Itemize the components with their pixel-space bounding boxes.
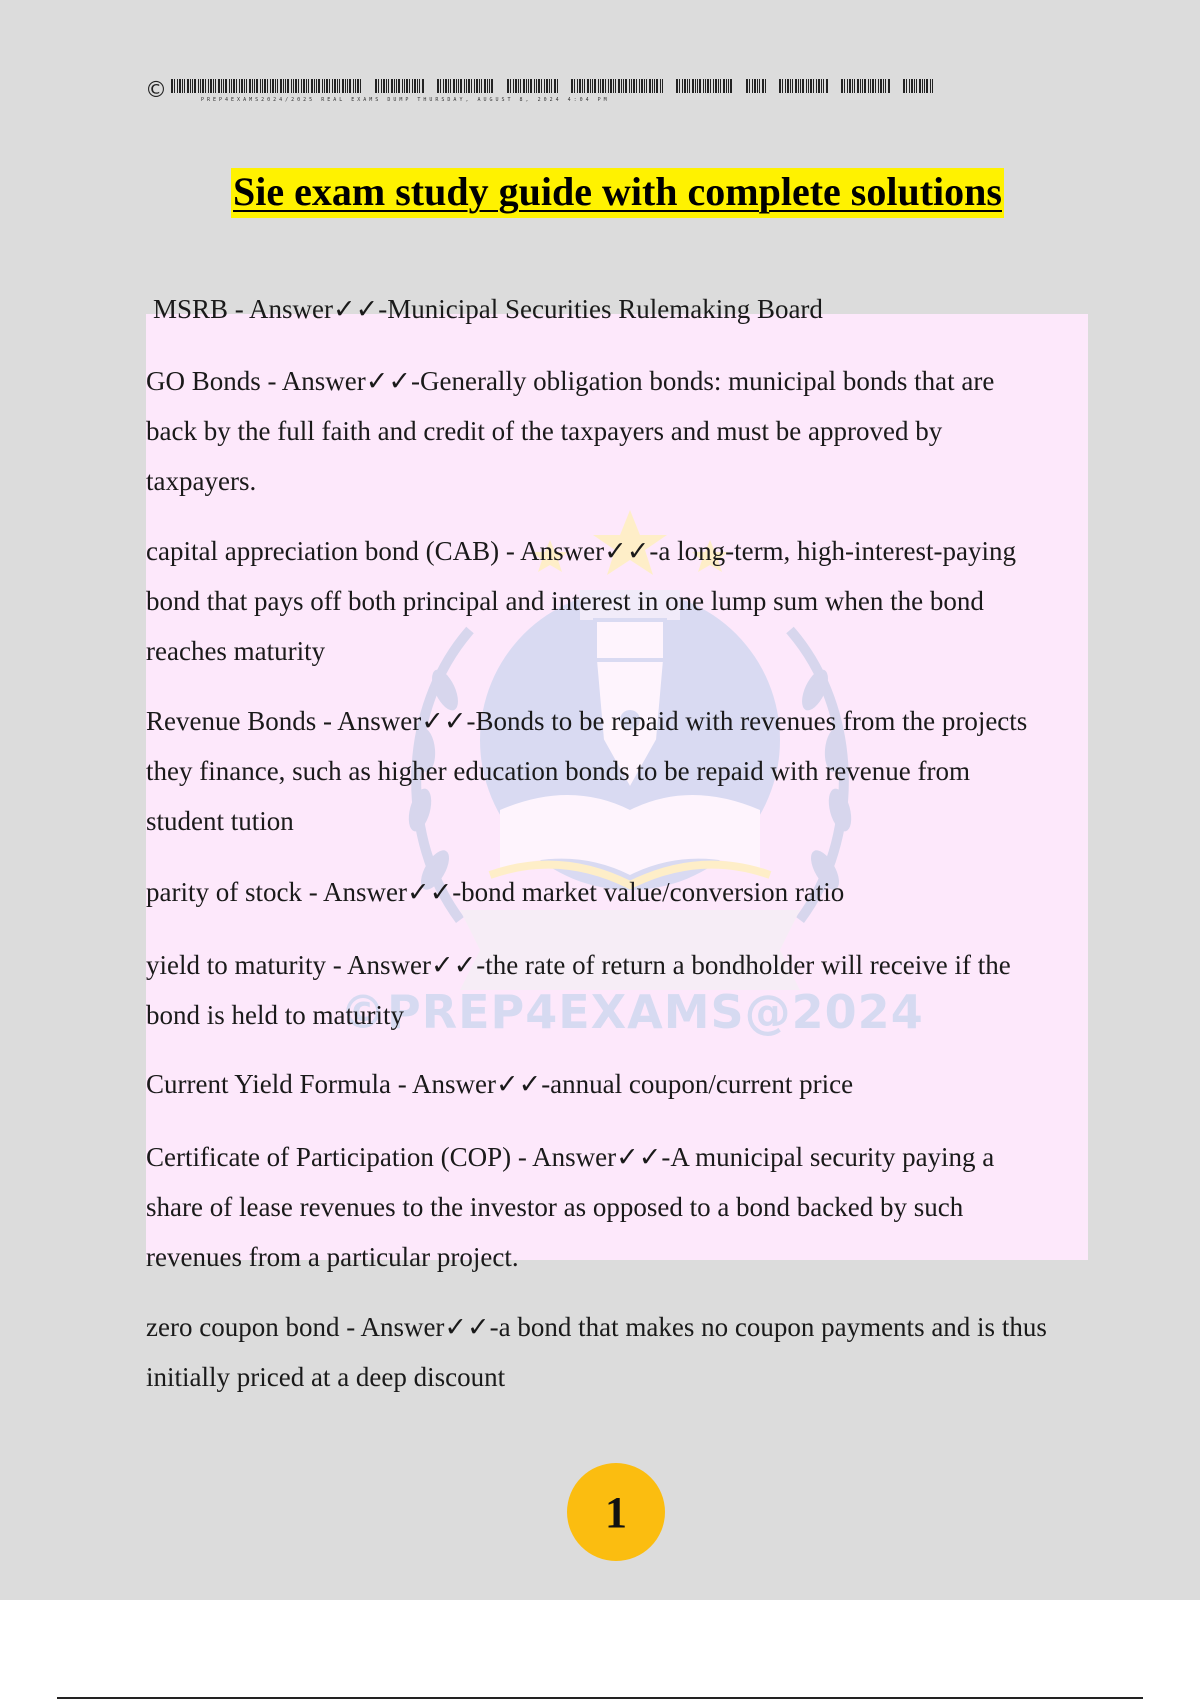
qa-entry-current-yield (146, 1059, 1096, 1109)
barcode-bar (396, 79, 397, 93)
barcode-bar (705, 79, 706, 93)
qa-line: reaches maturity (146, 636, 326, 666)
barcode-bar (689, 79, 690, 93)
barcode-bar (582, 79, 583, 93)
barcode-bar (378, 79, 379, 93)
barcode-bar (277, 79, 278, 93)
barcode-bar (718, 79, 719, 93)
qa-line: Revenue Bonds - Answer✓✓-Bonds to be repaid with revenues from the projects (146, 706, 1028, 736)
qa-line: Current Yield Formula - Answer✓✓-annual coupon/current price (146, 1069, 854, 1099)
barcode-bar (221, 79, 222, 93)
barcode-bar (443, 79, 444, 93)
barcode-bar (849, 79, 851, 93)
barcode-bar (518, 79, 519, 93)
barcode-bar (826, 79, 828, 93)
barcode-bar (584, 79, 585, 93)
barcode-bar (308, 79, 309, 93)
barcode-bar (806, 79, 807, 93)
barcode-bar (192, 79, 193, 93)
barcode-bar (246, 79, 247, 93)
barcode-bar (728, 79, 729, 93)
barcode-bar (200, 79, 201, 93)
qa-line: initially priced at a deep discount (146, 1362, 506, 1392)
barcode-bar (541, 79, 542, 93)
barcode-bar (720, 79, 721, 93)
barcode-bar (520, 79, 521, 93)
barcode-bar (225, 79, 227, 93)
barcode-bar (703, 79, 704, 93)
barcode-bar (205, 79, 206, 93)
barcode-bar (903, 79, 905, 93)
barcode-bar (909, 79, 910, 93)
barcode-bar (818, 79, 820, 93)
page-title: Sie exam study guide with complete solutions (231, 168, 1004, 218)
barcode-bar (605, 79, 606, 93)
barcode-bar (349, 79, 351, 93)
barcode-bar (194, 79, 196, 93)
barcode-bar (177, 79, 178, 93)
qa-line: capital appreciation bond (CAB) - Answer✓✓-a long-term, high-interest-paying (146, 536, 1016, 566)
barcode-bar (285, 79, 286, 93)
barcode-bar (329, 79, 330, 93)
barcode-bar (592, 79, 593, 93)
barcode-bar (795, 79, 797, 93)
barcode-bar (554, 79, 556, 93)
barcode-bar (303, 79, 305, 93)
barcode-bar (906, 79, 907, 93)
barcode-bar (464, 79, 465, 93)
barcode-bar (916, 79, 917, 93)
barcode-bar (641, 79, 643, 93)
barcode-bar (391, 79, 393, 93)
barcode-bar (398, 79, 400, 93)
qa-line: MSRB - Answer✓✓-Municipal Securities Rulemaking Board (153, 294, 823, 324)
barcode-bar (236, 79, 237, 93)
barcode-bar (888, 79, 890, 93)
barcode-bar (287, 79, 289, 93)
barcode-bar (870, 79, 871, 93)
barcode-bar (184, 79, 185, 93)
barcode-bar (314, 79, 315, 93)
barcode-bar (549, 79, 550, 93)
barcode-bar (306, 79, 307, 93)
barcode-bar (375, 79, 377, 93)
barcode-bar (544, 79, 545, 93)
barcode-bar (254, 79, 255, 93)
qa-line: parity of stock - Answer✓✓-bond market value/conversion ratio (146, 877, 845, 907)
barcode-bar (337, 79, 338, 93)
barcode-bar (487, 79, 488, 93)
qa-entry-msrb (153, 284, 1103, 334)
qa-entry-go-bonds (146, 356, 1096, 506)
barcode-bar (749, 79, 750, 93)
barcode-bar (239, 79, 240, 93)
page-divider (57, 1697, 1143, 1699)
barcode-bar (256, 79, 258, 93)
barcode-bar (244, 79, 245, 93)
barcode-bar (618, 79, 620, 93)
barcode-bar (594, 79, 596, 93)
barcode-bar (779, 79, 781, 93)
barcode-bar (386, 79, 387, 93)
barcode-bar (293, 79, 294, 93)
barcode-bar (571, 79, 573, 93)
barcode-bar (847, 79, 848, 93)
barcode-bar (332, 79, 333, 93)
barcode-bar (262, 79, 263, 93)
barcode-bar (339, 79, 340, 93)
barcode-bar (682, 79, 683, 93)
barcode-bar (471, 79, 472, 93)
barcode-bar (639, 79, 640, 93)
barcode-bar (684, 79, 686, 93)
barcode-bar (347, 79, 348, 93)
qa-entry-zero-coupon (146, 1302, 1096, 1402)
barcode-bar (445, 79, 447, 93)
qa-entry-cop (146, 1132, 1096, 1282)
barcode-bar (334, 79, 336, 93)
barcode-bar (577, 79, 578, 93)
qa-line: yield to maturity - Answer✓✓-the rate of return a bondholder will receive if the (146, 950, 1011, 980)
barcode-bar (481, 79, 482, 93)
barcode-bar (919, 79, 921, 93)
barcode-bar (231, 79, 232, 93)
barcode-bar (551, 79, 552, 93)
barcode-bar (507, 79, 509, 93)
qa-line: bond is held to maturity (146, 1000, 404, 1030)
barcode-bar (883, 79, 884, 93)
barcode-bar (602, 79, 604, 93)
barcode-bar (353, 79, 354, 93)
barcode-bar (930, 79, 931, 93)
qa-line: revenues from a particular project. (146, 1242, 519, 1272)
barcode-bar (357, 79, 359, 93)
barcode-bar (546, 79, 548, 93)
barcode-bar (406, 79, 408, 93)
barcode-strip (171, 79, 971, 103)
barcode-bar (613, 79, 614, 93)
barcode-bar (726, 79, 727, 93)
barcode-bar (249, 79, 251, 93)
barcode-bar (210, 79, 212, 93)
barcode-bar (608, 79, 609, 93)
barcode-bar (179, 79, 181, 93)
barcode-bar (868, 79, 869, 93)
qa-entry-parity-of-stock (146, 867, 1096, 917)
barcode-bar (679, 79, 680, 93)
barcode-bar (326, 79, 328, 93)
barcode-bar (412, 79, 413, 93)
barcode-bar (489, 79, 490, 93)
barcode-bar (414, 79, 416, 93)
barcode-bar (924, 79, 925, 93)
barcode-bar (270, 79, 271, 93)
qa-entry-yield-to-maturity (146, 940, 1096, 1040)
qa-line: GO Bonds - Answer✓✓-Generally obligation bonds: municipal bonds that are (146, 366, 995, 396)
barcode-bar (526, 79, 527, 93)
barcode-bar (215, 79, 216, 93)
barcode-bar (404, 79, 405, 93)
barcode-graphic (171, 79, 971, 97)
barcode-bar (182, 79, 183, 93)
barcode-bar (610, 79, 612, 93)
barcode-bar (914, 79, 915, 93)
barcode-bar (697, 79, 698, 93)
qa-line: share of lease revenues to the investor as opposed to a bond backed by such (146, 1192, 964, 1222)
barcode-bar (872, 79, 874, 93)
barcode-bar (615, 79, 616, 93)
watermark-text: ©PREP4EXAMS@2024 (340, 985, 924, 1039)
barcode-bar (448, 79, 449, 93)
barcode-bar (911, 79, 913, 93)
barcode-bar (381, 79, 382, 93)
barcode-bar (790, 79, 791, 93)
barcode-bar (579, 79, 581, 93)
barcode-bar (816, 79, 817, 93)
barcode-bar (646, 79, 647, 93)
barcode-bar (295, 79, 297, 93)
barcode-bar (880, 79, 882, 93)
barcode-bar (782, 79, 783, 93)
barcode-bar (752, 79, 753, 93)
barcode-bar (631, 79, 632, 93)
barcode-bar (360, 79, 361, 93)
barcode-bar (654, 79, 655, 93)
barcode-bar (746, 79, 748, 93)
barcode-bar (383, 79, 385, 93)
barcode-bar (223, 79, 224, 93)
qa-line: bond that pays off both principal and interest in one lump sum when the bond (146, 586, 984, 616)
barcode-bar (785, 79, 786, 93)
barcode-bar (798, 79, 799, 93)
barcode-bar (187, 79, 189, 93)
barcode-bar (644, 79, 645, 93)
qa-line: back by the full faith and credit of the taxpayers and must be approved by (146, 416, 943, 446)
copyright-icon: © (145, 78, 167, 103)
barcode-bar (649, 79, 651, 93)
barcode-bar (656, 79, 658, 93)
barcode-bar (662, 79, 663, 93)
barcode-bar (419, 79, 420, 93)
page-number-badge: 1 (567, 1463, 665, 1561)
barcode-bar (530, 79, 532, 93)
barcode-bar (633, 79, 635, 93)
barcode-bar (710, 79, 711, 93)
barcode-bar (625, 79, 627, 93)
barcode-bar (324, 79, 325, 93)
barcode-bar (636, 79, 637, 93)
barcode-bar (713, 79, 714, 93)
barcode-bar (800, 79, 801, 93)
barcode-bar (854, 79, 855, 93)
barcode-bar (291, 79, 292, 93)
barcode-bar (437, 79, 439, 93)
barcode-bar (458, 79, 459, 93)
barcode-bar (922, 79, 923, 93)
barcode-bar (932, 79, 933, 93)
barcode-bar (474, 79, 475, 93)
barcode-bar (311, 79, 313, 93)
qa-line: they finance, such as higher education bonds to be repaid with revenue from (146, 756, 970, 786)
barcode-bar (823, 79, 824, 93)
barcode-bar (864, 79, 866, 93)
barcode-bar (590, 79, 591, 93)
barcode-bar (600, 79, 601, 93)
barcode-bar (754, 79, 756, 93)
barcode-bar (388, 79, 389, 93)
barcode-bar (202, 79, 204, 93)
barcode-bar (484, 79, 486, 93)
barcode-bar (272, 79, 274, 93)
barcode-bar (355, 79, 356, 93)
barcode-bar (821, 79, 822, 93)
qa-line: student tution (146, 806, 294, 836)
barcode-bar (878, 79, 879, 93)
barcode-bar (621, 79, 622, 93)
barcode-bar (213, 79, 214, 93)
barcode-bar (394, 79, 395, 93)
barcode-bar (762, 79, 764, 93)
title-container (0, 168, 1200, 218)
barcode-bar (440, 79, 441, 93)
qa-line: Certificate of Participation (COP) - Answer✓✓-A municipal security paying a (146, 1142, 995, 1172)
barcode-bar (322, 79, 323, 93)
barcode-bar (787, 79, 789, 93)
barcode-bar (171, 79, 173, 93)
barcode-bar (730, 79, 732, 93)
barcode-bar (538, 79, 540, 93)
barcode-bar (523, 79, 525, 93)
barcode-bar (422, 79, 424, 93)
barcode-bar (695, 79, 696, 93)
barcode-bar (692, 79, 694, 93)
barcode-bar (190, 79, 191, 93)
barcode-bar (402, 79, 403, 93)
barcode-bar (318, 79, 320, 93)
barcode-bar (660, 79, 661, 93)
barcode-bar (862, 79, 863, 93)
barcode-bar (275, 79, 276, 93)
barcode-bar (629, 79, 630, 93)
barcode-bar (926, 79, 928, 93)
barcode-bar (810, 79, 812, 93)
barcode-bar (715, 79, 717, 93)
barcode-bar (208, 79, 209, 93)
barcode-bar (534, 79, 535, 93)
barcode-bar (229, 79, 230, 93)
barcode-bar (460, 79, 462, 93)
barcode-bar (453, 79, 455, 93)
barcode-bar (860, 79, 861, 93)
barcode-bar (264, 79, 266, 93)
barcode-bar (479, 79, 480, 93)
barcode-bar (723, 79, 725, 93)
barcode-bar (759, 79, 760, 93)
barcode-bar (345, 79, 346, 93)
barcode-bar (342, 79, 344, 93)
barcode-bar (316, 79, 317, 93)
barcode-bar (409, 79, 410, 93)
barcode-bar (623, 79, 624, 93)
qa-entry-cab (146, 526, 1096, 676)
barcode-bar (280, 79, 282, 93)
barcode-bar (536, 79, 537, 93)
barcode-bar (252, 79, 253, 93)
barcode-bar (652, 79, 653, 93)
barcode-bar (875, 79, 876, 93)
barcode-bar (301, 79, 302, 93)
barcode-bar (513, 79, 514, 93)
barcode-bar (260, 79, 261, 93)
barcode-bar (468, 79, 470, 93)
barcode-bar (267, 79, 268, 93)
barcode-bar (841, 79, 843, 93)
barcode-bar (298, 79, 299, 93)
barcode-bar (218, 79, 220, 93)
barcode-bar (450, 79, 451, 93)
barcode-bar (707, 79, 709, 93)
barcode-bar (174, 79, 175, 93)
barcode-bar (491, 79, 493, 93)
qa-entry-revenue-bonds (146, 696, 1096, 846)
barcode-bar (757, 79, 758, 93)
qa-line: zero coupon bond - Answer✓✓-a bond that makes no coupon payments and is thus (146, 1312, 1047, 1342)
barcode-bar (510, 79, 511, 93)
barcode-bar (198, 79, 199, 93)
barcode-bar (792, 79, 793, 93)
barcode-bar (813, 79, 814, 93)
barcode-bar (557, 79, 558, 93)
barcode-bar (417, 79, 418, 93)
barcode-bar (587, 79, 589, 93)
barcode-bar (676, 79, 678, 93)
barcode-bar (765, 79, 766, 93)
header-watermark-line: PREP4EXAMS2024/2025 REAL EXAMS DUMP THURSDAY, AUGUST 8, 2024 4:04 PM (201, 97, 610, 103)
barcode-bar (574, 79, 575, 93)
page-gap (0, 1600, 1200, 1700)
barcode-bar (456, 79, 457, 93)
barcode-bar (283, 79, 284, 93)
qa-line: taxpayers. (146, 466, 257, 496)
barcode-bar (476, 79, 478, 93)
barcode-bar (699, 79, 701, 93)
barcode-bar (885, 79, 886, 93)
barcode-bar (528, 79, 529, 93)
barcode-bar (844, 79, 845, 93)
barcode-bar (466, 79, 467, 93)
barcode-bar (233, 79, 235, 93)
copyright-header (145, 76, 965, 106)
barcode-bar (808, 79, 809, 93)
barcode-bar (852, 79, 853, 93)
barcode-bar (687, 79, 688, 93)
barcode-bar (598, 79, 599, 93)
barcode-bar (857, 79, 859, 93)
barcode-bar (515, 79, 517, 93)
barcode-bar (802, 79, 804, 93)
barcode-bar (241, 79, 243, 93)
